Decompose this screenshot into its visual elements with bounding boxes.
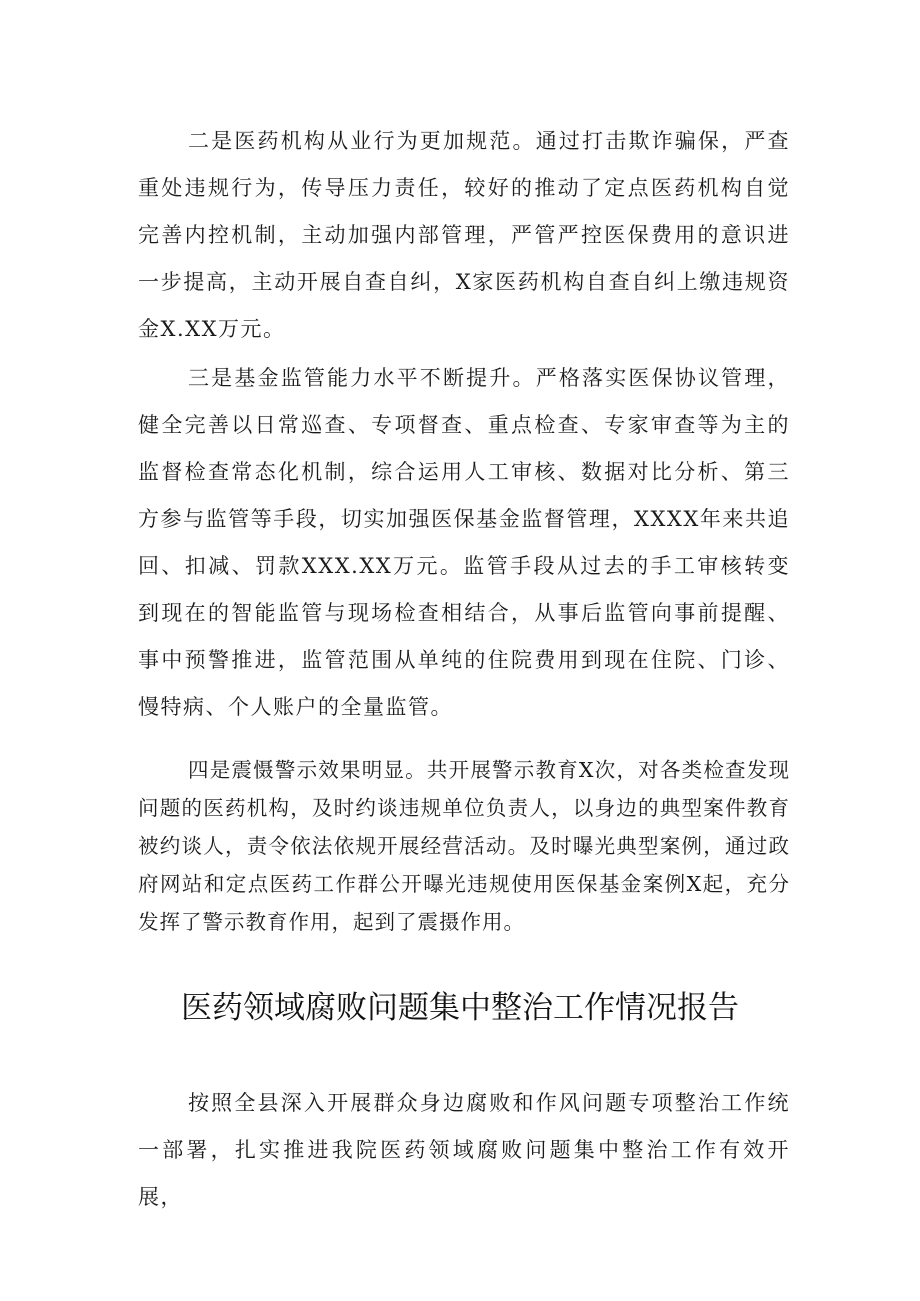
paragraph-deterrence-effect: 四是震慑警示效果明显。共开展警示教育X次，对各类检查发现问题的医药机构，及时约谈违规单位负责人，以身边的典型案件教育被约谈人，责令依法依规开展经营活动。及时曝光典型案例，通过政府网站和定点医药工作群公开曝光违规使用医保基金案例X起，充分发挥了警示教育作用，起到了震摄作用。 [138,758,790,934]
paragraph-supervision-capacity: 三是基金监管能力水平不断提升。严格落实医保协议管理，健全完善以日常巡查、专项督查、重点检查、专家审查等为主的监督检查常态化机制，综合运用人工审核、数据对比分析、第三方参与监管等手段，切实加强医保基金监督管理，XXXX年来共追回、扣减、罚款XXX.XX万元。监管手段从过去的手工审核转变到现在的智能监管与现场检查相结合，从事后监管向事前提醒、事中预警推进，监管范围从单纯的住院费用到现在住院、门诊、慢特病、个人账户的全量监管。 [138,366,790,719]
report-title: 医药领域腐败问题集中整治工作情况报告 [181,990,739,1026]
paragraph-provider-conduct: 二是医药机构从业行为更加规范。通过打击欺诈骗保，严查重处违规行为，传导压力责任，较好的推动了定点医药机构自觉完善内控机制，主动加强内部管理，严管严控医保费用的意识进一步提高，主动开展自查自纠，X家医药机构自查自纠上缴违规资金X.XX万元。 [138,129,790,341]
paragraph-report-intro: 按照全县深入开展群众身边腐败和作风问题专项整治工作统一部署，扎实推进我院医药领域腐败问题集中整治工作有效开展， [138,1091,790,1209]
